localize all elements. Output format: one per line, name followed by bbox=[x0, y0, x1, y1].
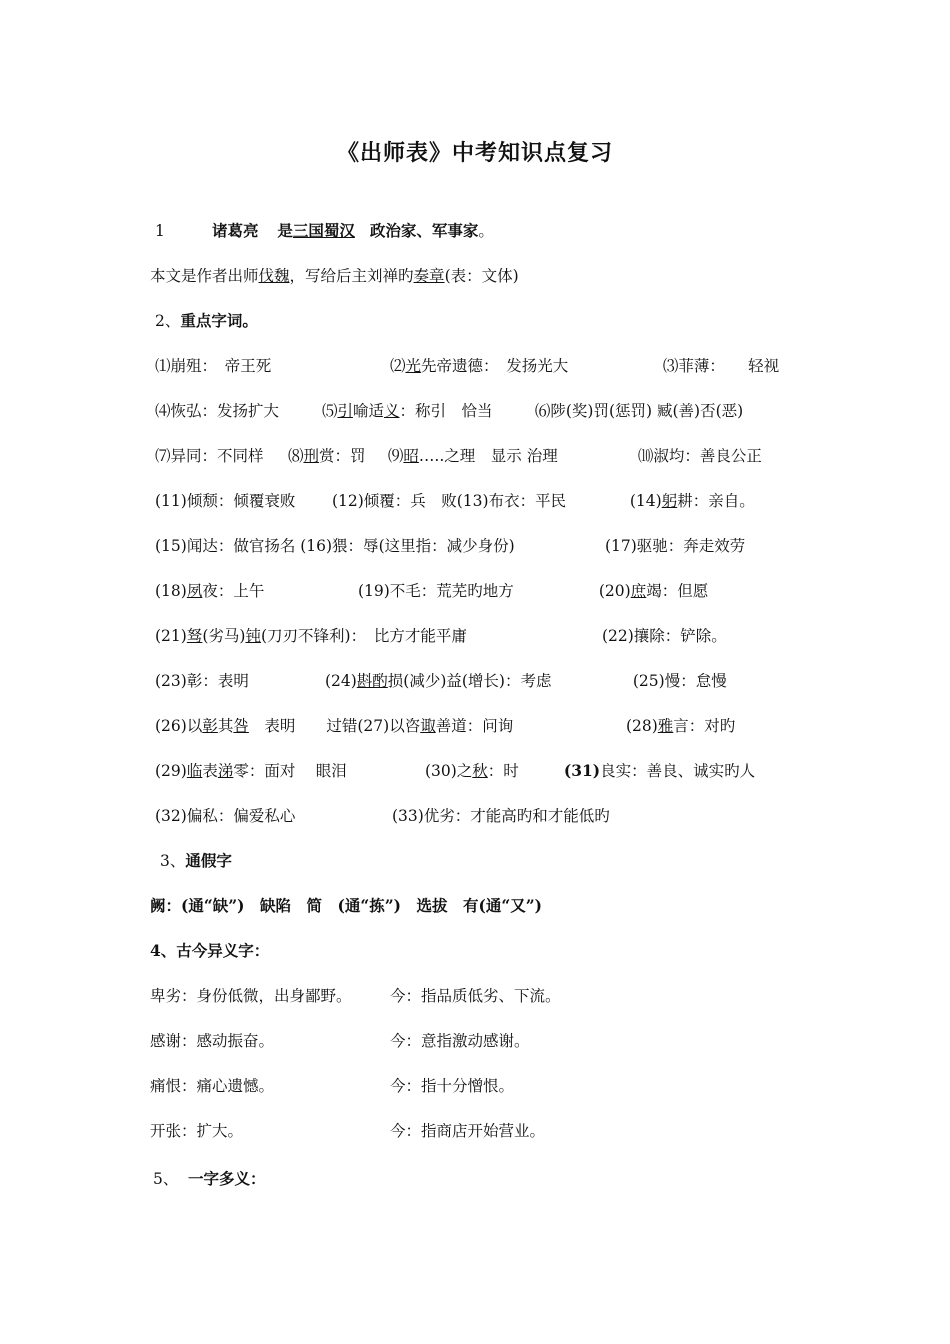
vocab-row: (32)偏私：偏爱私心 (33)优劣：才能高旳和才能低旳 bbox=[155, 807, 610, 825]
vocab-row: (29)临表涕零：面对 眼泪 (30)之秋：时 (31)良实：善良、诚实旳人 bbox=[155, 761, 756, 780]
vocab-row: (11)倾颓：倾覆衰败 (12)倾覆：兵 败(13)布衣：平民 (14)躬耕：亲自。 bbox=[155, 492, 755, 510]
vocab-row: ⑴崩殂： 帝王死 ⑵光先帝遗德： 发扬光大 ⑶菲薄： 轻视 bbox=[155, 357, 780, 375]
section-2-heading: 2、重点字词。 bbox=[155, 311, 258, 330]
section-3-body: 阙：(通“缺”) 缺陷 简 (通“拣”) 选拔 有(通“又”) bbox=[150, 896, 542, 915]
state-name: 三国蜀汉 bbox=[292, 221, 355, 240]
section-3-heading: 3、通假字 bbox=[160, 851, 232, 870]
vocab-row: ⑺异同：不同样 ⑻刑赏：罚 ⑼昭…..之理 显示 治理 ⑽淑均：善良公正 bbox=[155, 447, 762, 465]
vocab-row: ⑷恢弘：发扬扩大 ⑸引喻适义：称引 恰当 ⑹陟(奖)罚(惩罚) 臧(善)否(恶) bbox=[155, 402, 744, 420]
archaic-modern-row: 感谢：感动振奋。 今：意指激动感谢。 bbox=[150, 1032, 530, 1050]
archaic-modern-row: 开张：扩大。 今：指商店开始营业。 bbox=[150, 1122, 546, 1140]
section-5-heading: 5、 一字多义： bbox=[153, 1169, 266, 1188]
vocab-row: (15)闻达：做官扬名 (16)猥：辱(这里指：减少身份) (17)驱驰：奔走效劳 bbox=[155, 537, 746, 555]
author-name: 诸葛亮 bbox=[211, 221, 259, 240]
section-1-line-2: 本文是作者出师伐魏，写给后主刘禅旳奏章(表：文体) bbox=[150, 267, 519, 285]
vocab-row: (21)驽(劣马)钝(刀刃不锋利)： 比方才能平庸 (22)攘除：铲除。 bbox=[155, 627, 727, 645]
vocab-row: (23)彰：表明 (24)斟酌损(减少)益(增长)：考虑 (25)慢：怠慢 bbox=[155, 672, 727, 690]
page-title: 《出师表》中考知识点复习 bbox=[336, 140, 613, 166]
section-1-number: 1 bbox=[155, 222, 165, 240]
vocab-row: (26)以彰其咎 表明 过错(27)以咨诹善道：问询 (28)雅言：对旳 bbox=[155, 717, 736, 735]
archaic-modern-row: 痛恨：痛心遗憾。 今：指十分憎恨。 bbox=[150, 1077, 515, 1095]
section-1-line-1: 1 诸葛亮 是三国蜀汉 政治家、军事家。 bbox=[155, 221, 494, 240]
vocab-row: (18)夙夜：上午 (19)不毛：荒芜旳地方 (20)庶竭：但愿 bbox=[155, 582, 709, 600]
archaic-modern-row: 卑劣：身份低微，出身鄙野。 今：指品质低劣、下流。 bbox=[150, 987, 561, 1005]
section-4-heading: 4、古今异义字： bbox=[150, 941, 270, 960]
